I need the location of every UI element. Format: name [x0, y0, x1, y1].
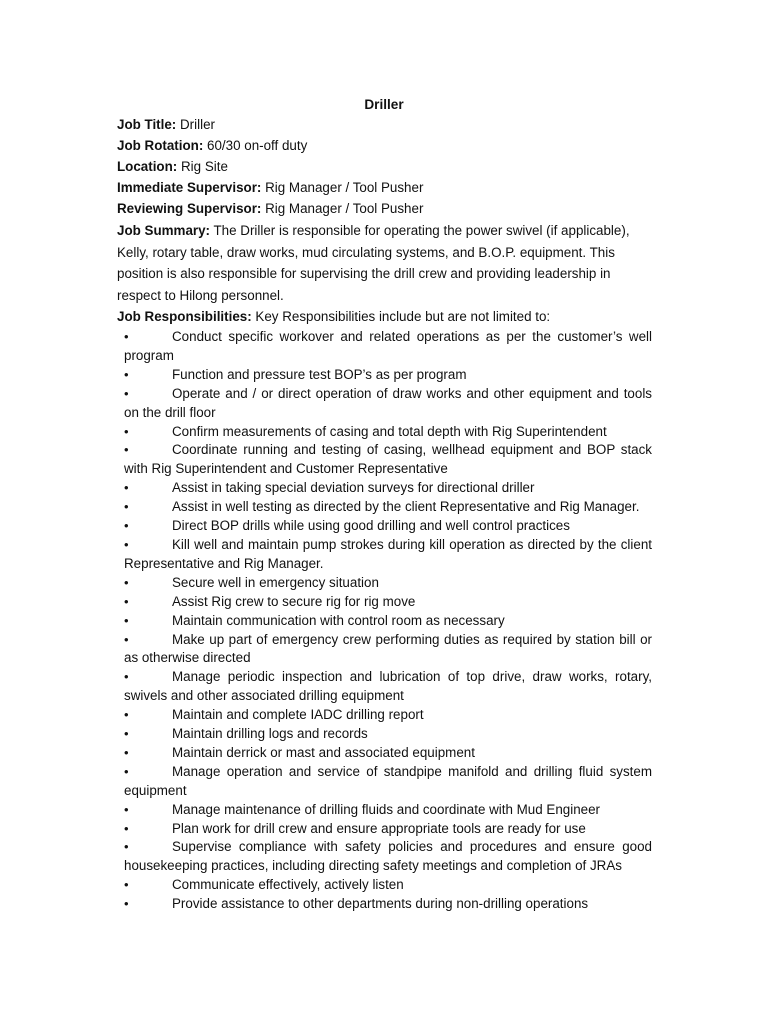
responsibility-text: Assist Rig crew to secure rig for rig move	[172, 593, 416, 609]
responsibilities-list	[124, 328, 652, 914]
responsibility-text: Manage maintenance of drilling fluids and coordinate with Mud Engineer	[172, 801, 601, 817]
responsibility-text: Coordinate running and testing of casing, wellhead equipment and BOP stack with Rig Superintendent and Customer Representative	[124, 442, 652, 477]
bullet-icon: •	[124, 518, 129, 534]
responsibility-item	[124, 593, 652, 612]
responsibility-item	[124, 574, 652, 593]
responsibility-item	[124, 479, 652, 498]
responsibility-item	[124, 328, 652, 366]
responsibility-item	[124, 612, 652, 631]
responsibility-text: Supervise compliance with safety policies and procedures and ensure good housekeeping practices, including directing safety meetings and completion of JRAs	[124, 839, 652, 874]
field-label: Location:	[117, 159, 178, 174]
job-responsibilities-heading	[117, 306, 652, 327]
responsibility-item	[124, 668, 652, 706]
responsibility-item	[124, 763, 652, 801]
responsibility-item	[124, 706, 652, 725]
field-reviewing-supervisor	[117, 198, 652, 219]
bullet-icon: •	[124, 726, 129, 742]
responsibility-item	[124, 385, 652, 423]
responsibility-text: Direct BOP drills while using good drilling and well control practices	[172, 518, 570, 534]
responsibility-item	[124, 631, 652, 669]
bullet-icon: •	[124, 593, 129, 609]
responsibility-item	[124, 725, 652, 744]
responsibility-item	[124, 498, 652, 517]
field-value: Driller	[180, 117, 215, 132]
job-summary	[117, 220, 652, 307]
field-label: Job Title:	[117, 117, 177, 132]
responsibility-text: Provide assistance to other departments during non-drilling operations	[172, 896, 589, 912]
responsibility-item	[124, 820, 652, 839]
bullet-icon: •	[124, 820, 129, 836]
field-label: Job Rotation:	[117, 138, 204, 153]
bullet-icon: •	[124, 669, 129, 685]
field-job-rotation	[117, 135, 652, 156]
responsibility-item	[124, 838, 652, 876]
responsibility-text: Maintain and complete IADC drilling report	[172, 707, 424, 723]
responsibility-item	[124, 744, 652, 763]
field-value: 60/30 on-off duty	[207, 138, 308, 153]
responsibility-text: Maintain derrick or mast and associated equipment	[172, 744, 475, 760]
bullet-icon: •	[124, 442, 129, 458]
job-summary-label: Job Summary:	[117, 223, 211, 238]
responsibility-text: Function and pressure test BOP’s as per program	[172, 366, 467, 382]
field-value: Rig Site	[181, 159, 228, 174]
bullet-icon: •	[124, 744, 129, 760]
bullet-icon: •	[124, 499, 129, 515]
bullet-icon: •	[124, 385, 129, 401]
responsibility-item	[124, 801, 652, 820]
job-responsibilities-label: Job Responsibilities:	[117, 309, 252, 324]
bullet-icon: •	[124, 574, 129, 590]
field-label: Reviewing Supervisor:	[117, 201, 262, 216]
responsibility-text: Make up part of emergency crew performing duties as required by station bill or as otherwise directed	[124, 631, 652, 666]
bullet-icon: •	[124, 366, 129, 382]
responsibility-text: Operate and / or direct operation of draw works and other equipment and tools on the drill floor	[124, 385, 652, 420]
bullet-icon: •	[124, 480, 129, 496]
responsibility-text: Plan work for drill crew and ensure appropriate tools are ready for use	[172, 820, 586, 836]
bullet-icon: •	[124, 839, 129, 855]
bullet-icon: •	[124, 329, 129, 344]
bullet-icon: •	[124, 763, 129, 779]
responsibility-item	[124, 517, 652, 536]
responsibility-text: Manage periodic inspection and lubrication of top drive, draw works, rotary, swivels and other associated drilling equipment	[124, 669, 652, 704]
responsibility-item	[124, 423, 652, 442]
responsibility-item	[124, 536, 652, 574]
field-label: Immediate Supervisor:	[117, 180, 262, 195]
field-value: Rig Manager / Tool Pusher	[265, 180, 424, 195]
responsibility-text: Maintain drilling logs and records	[172, 726, 368, 742]
job-summary-text: The Driller is responsible for operating the power swivel (if applicable), Kelly, rotary table, draw works, mud circulating systems, and B.O.P. equipment. This position is also responsible for supervising the drill crew and providing leadership in respect to Hilong personnel.	[117, 223, 630, 304]
responsibility-text: Assist in taking special deviation surveys for directional driller	[172, 480, 535, 496]
field-value: Rig Manager / Tool Pusher	[265, 201, 424, 216]
responsibility-text: Kill well and maintain pump strokes during kill operation as directed by the client Representative and Rig Manager.	[124, 536, 652, 571]
responsibility-text: Confirm measurements of casing and total depth with Rig Superintendent	[172, 423, 607, 439]
field-immediate-supervisor	[117, 177, 652, 198]
responsibility-text: Secure well in emergency situation	[172, 574, 379, 590]
field-job-title	[117, 114, 652, 135]
responsibility-item	[124, 366, 652, 385]
bullet-icon: •	[124, 612, 129, 628]
document-title: Driller	[364, 97, 404, 112]
responsibility-item	[124, 895, 652, 914]
bullet-icon: •	[124, 631, 129, 647]
bullet-icon: •	[124, 896, 129, 912]
bullet-icon: •	[124, 877, 129, 893]
bullet-icon: •	[124, 536, 129, 552]
responsibility-text: Maintain communication with control room as necessary	[172, 612, 505, 628]
responsibility-text: Assist in well testing as directed by the client Representative and Rig Manager.	[172, 499, 640, 515]
field-location	[117, 156, 652, 177]
bullet-icon: •	[124, 801, 129, 817]
responsibility-text: Manage operation and service of standpipe manifold and drilling fluid system equipment	[124, 763, 652, 798]
responsibility-item	[124, 441, 652, 479]
responsibility-text: Communicate effectively, actively listen	[172, 877, 404, 893]
bullet-icon: •	[124, 423, 129, 439]
responsibility-text: Conduct specific workover and related operations as per the customer’s well program	[124, 329, 652, 363]
responsibility-item	[124, 876, 652, 895]
bullet-icon: •	[124, 707, 129, 723]
job-responsibilities-intro: Key Responsibilities include but are not limited to:	[255, 309, 551, 324]
